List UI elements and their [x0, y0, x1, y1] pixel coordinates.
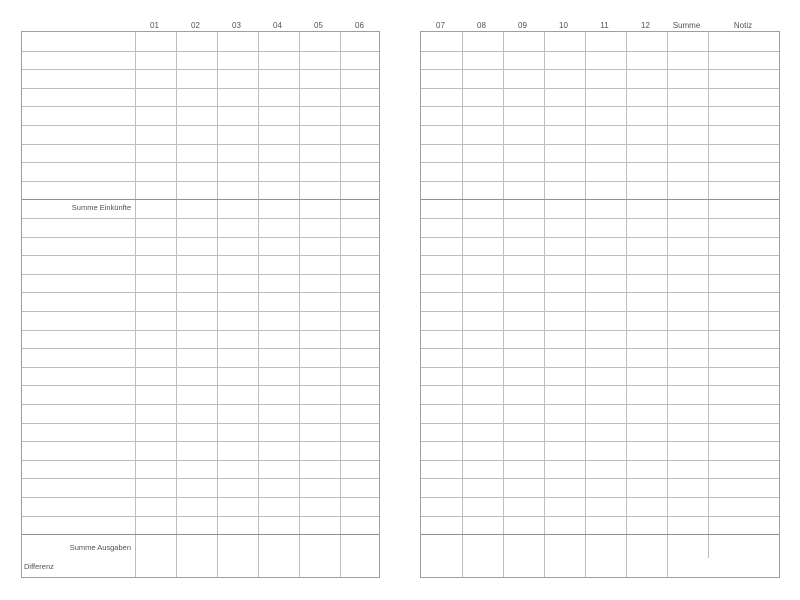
- grid-row-line: [22, 367, 379, 368]
- grid-row-line: [22, 274, 379, 275]
- grid-row-line: [22, 311, 379, 312]
- grid-row-line: [22, 106, 379, 107]
- grid-column-line: [503, 32, 504, 577]
- grid-row-line: [22, 51, 379, 52]
- grid-row-line: [421, 199, 779, 200]
- left-budget-table: [21, 31, 380, 578]
- grid-row-line: [22, 348, 379, 349]
- grid-row-line: [22, 385, 379, 386]
- grid-row-line: [22, 516, 379, 517]
- month-header-02: 02: [191, 21, 200, 30]
- grid-row-line: [22, 125, 379, 126]
- grid-row-line: [421, 441, 779, 442]
- grid-row-line: [22, 144, 379, 145]
- grid-row-line: [22, 237, 379, 238]
- grid-row-line: [421, 423, 779, 424]
- grid-row-line: [22, 69, 379, 70]
- grid-row-line: [22, 218, 379, 219]
- month-header-05: 05: [314, 21, 323, 30]
- grid-row-line: [421, 534, 779, 535]
- month-header-04: 04: [273, 21, 282, 30]
- month-header-03: 03: [232, 21, 241, 30]
- grid-row-line: [421, 311, 779, 312]
- grid-column-line: [217, 32, 218, 577]
- grid-column-line: [299, 32, 300, 577]
- grid-row-line: [22, 497, 379, 498]
- grid-row-line: [22, 534, 379, 535]
- grid-row-line: [22, 478, 379, 479]
- grid-row-line: [421, 125, 779, 126]
- expense-sum-label: Summe Ausgaben: [69, 543, 131, 552]
- grid-row-line: [421, 274, 779, 275]
- grid-row-line: [421, 348, 779, 349]
- income-sum-label: Summe Einkünfte: [71, 203, 131, 212]
- grid-row-line: [22, 441, 379, 442]
- grid-row-line: [421, 162, 779, 163]
- grid-row-line: [421, 460, 779, 461]
- grid-row-line: [421, 385, 779, 386]
- grid-column-line: [667, 32, 668, 577]
- sum-header: Summe: [672, 21, 701, 30]
- grid-row-line: [421, 181, 779, 182]
- grid-row-line: [421, 292, 779, 293]
- note-header: Notiz: [733, 21, 753, 30]
- grid-row-line: [421, 88, 779, 89]
- grid-column-line: [135, 32, 136, 577]
- grid-row-line: [22, 162, 379, 163]
- month-header-06: 06: [355, 21, 364, 30]
- grid-column-line: [585, 32, 586, 577]
- month-header-07: 07: [436, 21, 445, 30]
- grid-row-line: [421, 478, 779, 479]
- grid-column-line: [176, 32, 177, 577]
- grid-column-line: [462, 32, 463, 577]
- month-header-10: 10: [559, 21, 568, 30]
- grid-row-line: [421, 330, 779, 331]
- right-budget-table: [420, 31, 780, 578]
- grid-row-line: [421, 218, 779, 219]
- grid-row-line: [421, 497, 779, 498]
- grid-column-line: [340, 32, 341, 577]
- grid-column-line: [544, 32, 545, 577]
- difference-label: Differenz: [24, 562, 54, 571]
- grid-row-line: [22, 460, 379, 461]
- grid-row-line: [22, 199, 379, 200]
- grid-row-line: [22, 292, 379, 293]
- grid-row-line: [421, 367, 779, 368]
- grid-row-line: [22, 423, 379, 424]
- grid-row-line: [421, 106, 779, 107]
- month-header-09: 09: [518, 21, 527, 30]
- month-header-08: 08: [477, 21, 486, 30]
- grid-row-line: [421, 144, 779, 145]
- grid-row-line: [421, 404, 779, 405]
- month-header-01: 01: [150, 21, 159, 30]
- month-header-12: 12: [641, 21, 650, 30]
- grid-row-line: [421, 255, 779, 256]
- grid-column-line: [258, 32, 259, 577]
- grid-row-line: [22, 255, 379, 256]
- grid-row-line: [421, 69, 779, 70]
- grid-row-line: [22, 404, 379, 405]
- grid-row-line: [421, 516, 779, 517]
- grid-row-line: [22, 181, 379, 182]
- grid-row-line: [22, 330, 379, 331]
- grid-column-line: [708, 32, 709, 558]
- grid-row-line: [421, 51, 779, 52]
- month-header-11: 11: [600, 21, 609, 30]
- grid-row-line: [421, 237, 779, 238]
- grid-row-line: [22, 88, 379, 89]
- grid-column-line: [626, 32, 627, 577]
